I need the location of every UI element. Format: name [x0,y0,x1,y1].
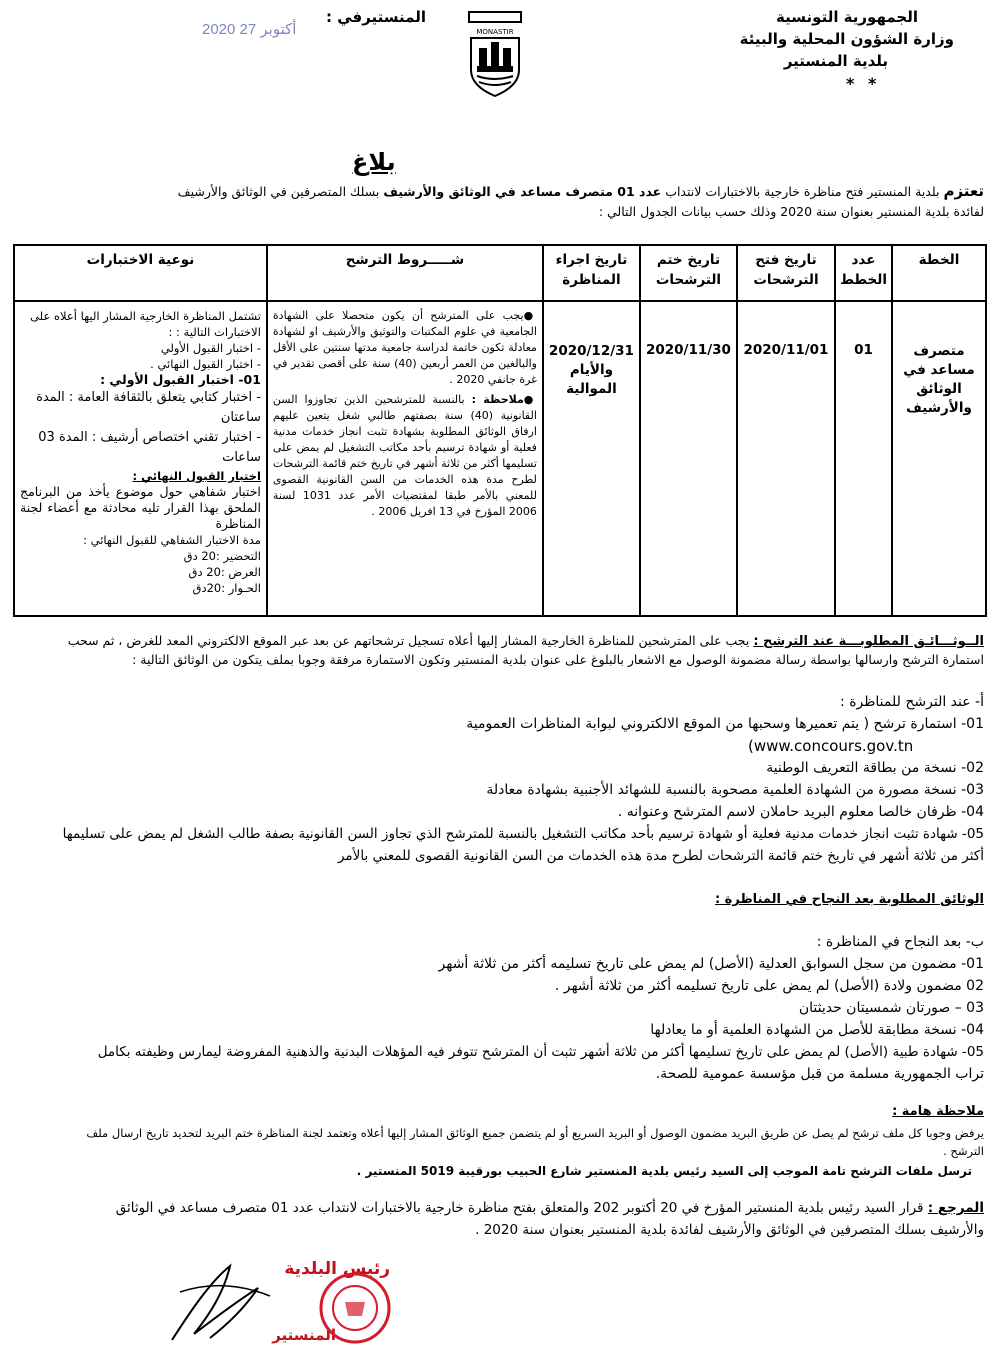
cell-conditions [267,301,543,616]
mayor-signature-block [150,1252,400,1346]
reference-text-2: والأرشيف بسلك المتصرفين في الوثائق والأرشيف لفائدة بلدية المنستير بعنوان سنة 2020 . [475,1222,984,1238]
tests-technical: - اختبار تقني اختصاص أرشيف : المدة 03 ساعات [38,430,261,465]
tests-intro: تشتمل المناظرة الخارجية المشار اليها أعلاه على الاختبارات التالية : : [30,309,261,339]
tests-heading-1: 01- اختبار القبول الأولي : [100,372,261,387]
note-text-2: الترشح . [943,1144,984,1158]
list-item-continued: تراب الجمهورية مسلمة من قبل مؤسسة عمومية للصحة. [655,1066,984,1082]
condition-note-label: ملاحظة : [471,393,524,406]
bullet-icon: ● [523,393,537,406]
note-text-1: يرفض وجوبا كل ملف ترشح لم يصل عن طريق البريد مضمون الوصول أو البريد السريع أو لم يتضمن جميع الوثائق المشار إليها أعلاه وتعتمد لجنة المناظرة ختم البريد لتحديد تاريخ ارسال ملف [86,1126,984,1140]
cell-plan: متصرف مساعد في الوثائق والأرشيف [892,301,986,616]
header-stars: * * [846,74,881,93]
docs-success-subhead: ب- بعد النجاح في المناظرة : [816,934,984,950]
list-item: 01- استمارة ترشح ( يتم تعميرها وسحبها من الموقع الالكتروني لبوابة المناظرات العمومية [466,716,984,732]
intro-paragraph [14,181,984,222]
tests-oral: اختبار شفاهي حول موضوع يأخذ من البرنامج الملحق بهذا القرار تليه محادثة مع أعضاء لجنة المناظرة [20,484,261,531]
page-title: بلاغ [352,148,396,176]
cell-count: 01 [835,301,892,616]
intro-lead: تعتزم [943,182,984,200]
ministry-name: وزارة الشؤون المحلية والبيئة [739,30,954,48]
header-plan: الخطة [892,245,986,301]
list-item: 04- نسخة مطابقة للأصل من الشهادة العلمية أو ما يعادلها [650,1022,984,1038]
signature-stamp-icon [150,1252,400,1346]
tests-heading-2: اختبار القبول النهائي : [132,469,261,483]
sender-city-date-label: المنستيرفي : [325,8,426,26]
municipality-logo [465,8,525,100]
list-item: 05- شهادة طبية (الأصل) لم يمض على تاريخ تسليمها أكثر من ثلاثة أشهر تثبت أن المترشح تتوفر فيه المؤهلات البدنية والذهنية المفروضة ليمارس وظيفته بكامل [97,1044,984,1060]
list-item: 03 – صورتان شمسيتان حديثتان [798,1000,984,1016]
docs-application-subhead: أ- عند الترشح للمناظرة : [840,694,984,710]
tests-written: - اختبار كتابي يتعلق بالثقافة العامة : المدة ساعتان [36,390,261,425]
list-item: 02- نسخة من بطاقة التعريف الوطنية [766,760,984,776]
tests-duration-label: مدة الاختبار الشفاهي للقبول النهائي : [83,533,261,547]
tests-duration-prep: التحضير :20 دق [183,549,261,563]
svg-text:MONASTIR: MONASTIR [476,28,514,36]
table-header-row [14,245,986,301]
send-address: ترسل ملفات الترشح تامة الموجب إلى السيد رئيس بلدية المنستير شارع الحبيب بورقيبة 5019 المنستير . [356,1164,972,1178]
cell-close-date: 2020/11/30 [640,301,737,616]
tests-duration-present: العرض :20 دق [188,565,261,579]
cell-open-date: 2020/11/01 [737,301,835,616]
docs-success-title: الوثائق المطلوبة بعد النجاح في المناظرة : [714,892,984,907]
list-item: 01- مضمون من سجل السوابق العدلية (الأصل) لم يمض على تاريخ تسليمه أكثر من ثلاثة أشهر [438,956,984,972]
svg-text:رئيس البلدية: رئيس البلدية [284,1259,390,1279]
docs-application-text-1: يجب على المترشحين للمناظرة الخارجية المشار إليها أعلاه تسجيل ترشحاتهم عن بعد عبر الموقع الالكتروني المعد للغرض ، ثم سحب [67,633,754,648]
list-item: 04- ظرفان خالصا معلوم البريد حاملان لاسم المترشح وعنوانه . [617,804,984,820]
positions-table [13,244,987,617]
intro-text-2: بسلك المتصرفين في الوثائق والأرشيف [177,184,384,199]
list-item-continued: أكثر من ثلاثة أشهر في تاريخ ختم قائمة الترشحات لطرح مدة هذه الخدمات من السن القانونية القصوى للمعني بالأمر [337,848,984,864]
municipality-name: بلدية المنستير [783,52,888,70]
concours-website: (www.concours.gov.tn [748,737,914,755]
intro-text-1: بلدية المنستير فتح مناظرة خارجية بالاختبارات لانتداب [661,184,944,199]
castle-icon [465,8,525,100]
svg-text:المنستير: المنستير [272,1326,336,1344]
list-item: 02 مضمون ولادة (الأصل) لم يمض على تاريخ تسليمه أكثر من ثلاثة أشهر . [554,978,984,994]
docs-application-text-2: استمارة الترشح وارسالها بواسطة رسالة مضمونة الوصول مع الاشعار بالبلوغ على عنوان بلدية المنستير وتكون الاستمارة مرفقة وجوبا بملف يتكون من الوثائق التالية : [132,652,984,667]
list-item: 03- نسخة مصورة من الشهادة العلمية مصحوبة بالنسبة للشهائد الأجنبية بشهادة معادلة [486,782,984,798]
cell-exam-date: 2020/12/31 والأيام الموالية [543,301,640,616]
table-row [14,301,986,616]
condition-2: بالنسبة للمترشحين الذين تجاوزوا السن القانونية (40) سنة بصفتهم طالبي شغل يتعين عليهم ارفاق الوثائق المطلوبة بشهادة تثبت انجاز خدمات مدنية فعلية أو شهادة ترسيم بأحد مكاتب التشغيل لم يمض على تسليمها أكثر من ثلاثة أشهر في تاريخ ختم قائمة الترشحات لطرح مدة هذه الخدمات من السن القانونية القصوى للمعني بالأمر طبقا لمقتضيات الأمر عدد 1031 لسنة 2006 المؤرخ في 13 افريل 2006 . [272,393,537,518]
tests-duration-discussion: الحـوار :20دق [192,581,261,595]
docs-application-intro [12,632,984,669]
reference-text-1: قرار السيد رئيس بلدية المنستير المؤرخ في 20 أكتوبر 202 والمتعلق بفتح مناظرة خارجية بالاختبارات لانتداب عدد 01 متصرف مساعد في الوثائق [115,1200,928,1216]
list-item: 05- شهادة تثبت انجاز خدمات مدنية فعلية أو شهادة ترسيم بأحد مكاتب التشغيل بالنسبة للمترشح الذي تجاوز السن القانونية بصفة طالب الشغل لم يمض على تسليمها [62,826,984,842]
header-open-date: تاريخ فتح الترشحات [737,245,835,301]
bullet-icon: ● [523,309,537,322]
note-title: ملاحظة هامة : [892,1104,984,1119]
tests-item-a: - اختبار القبول الأولي [160,341,261,355]
reference-title: المرجع : [927,1200,984,1216]
republic-name: الجمهورية التونسية [776,8,918,26]
received-date-stamp: 2020 أكتوبر 27 [202,21,297,38]
header-count: عدد الخطط [835,245,892,301]
header-exam-date: تاريخ اجراء المناظرة [543,245,640,301]
header-close-date: تاريخ ختم الترشحات [640,245,737,301]
condition-1: يجب على المترشح أن يكون متحصلا على الشهادة الجامعية في علوم المكتبات والتوثيق والأرشيف او لشهادة معادلة تكون خاتمة لدراسة جامعية مدتها سنتين على الأقل والبالغين من العمر أربعين (40) سنة على أقصى تقدير في غرة جانفي 2020 . [272,309,537,386]
intro-position: عدد 01 متصرف مساعد في الوثائق والأرشيف [383,184,662,199]
cell-tests [14,301,267,616]
tests-item-b: - اختبار القبول النهائي . [150,357,261,371]
header-tests: نوعية الاختبارات [14,245,267,301]
reference-line-1 [116,1198,984,1219]
intro-line-2: لفائدة بلدية المنستير بعنوان سنة 2020 وذلك حسب بيانات الجدول التالي : [598,204,984,219]
header-conditions: شـــــروط الترشح [267,245,543,301]
docs-application-title: الــوثـــائـق المطلوبـــة عند الترشح : [753,634,984,649]
